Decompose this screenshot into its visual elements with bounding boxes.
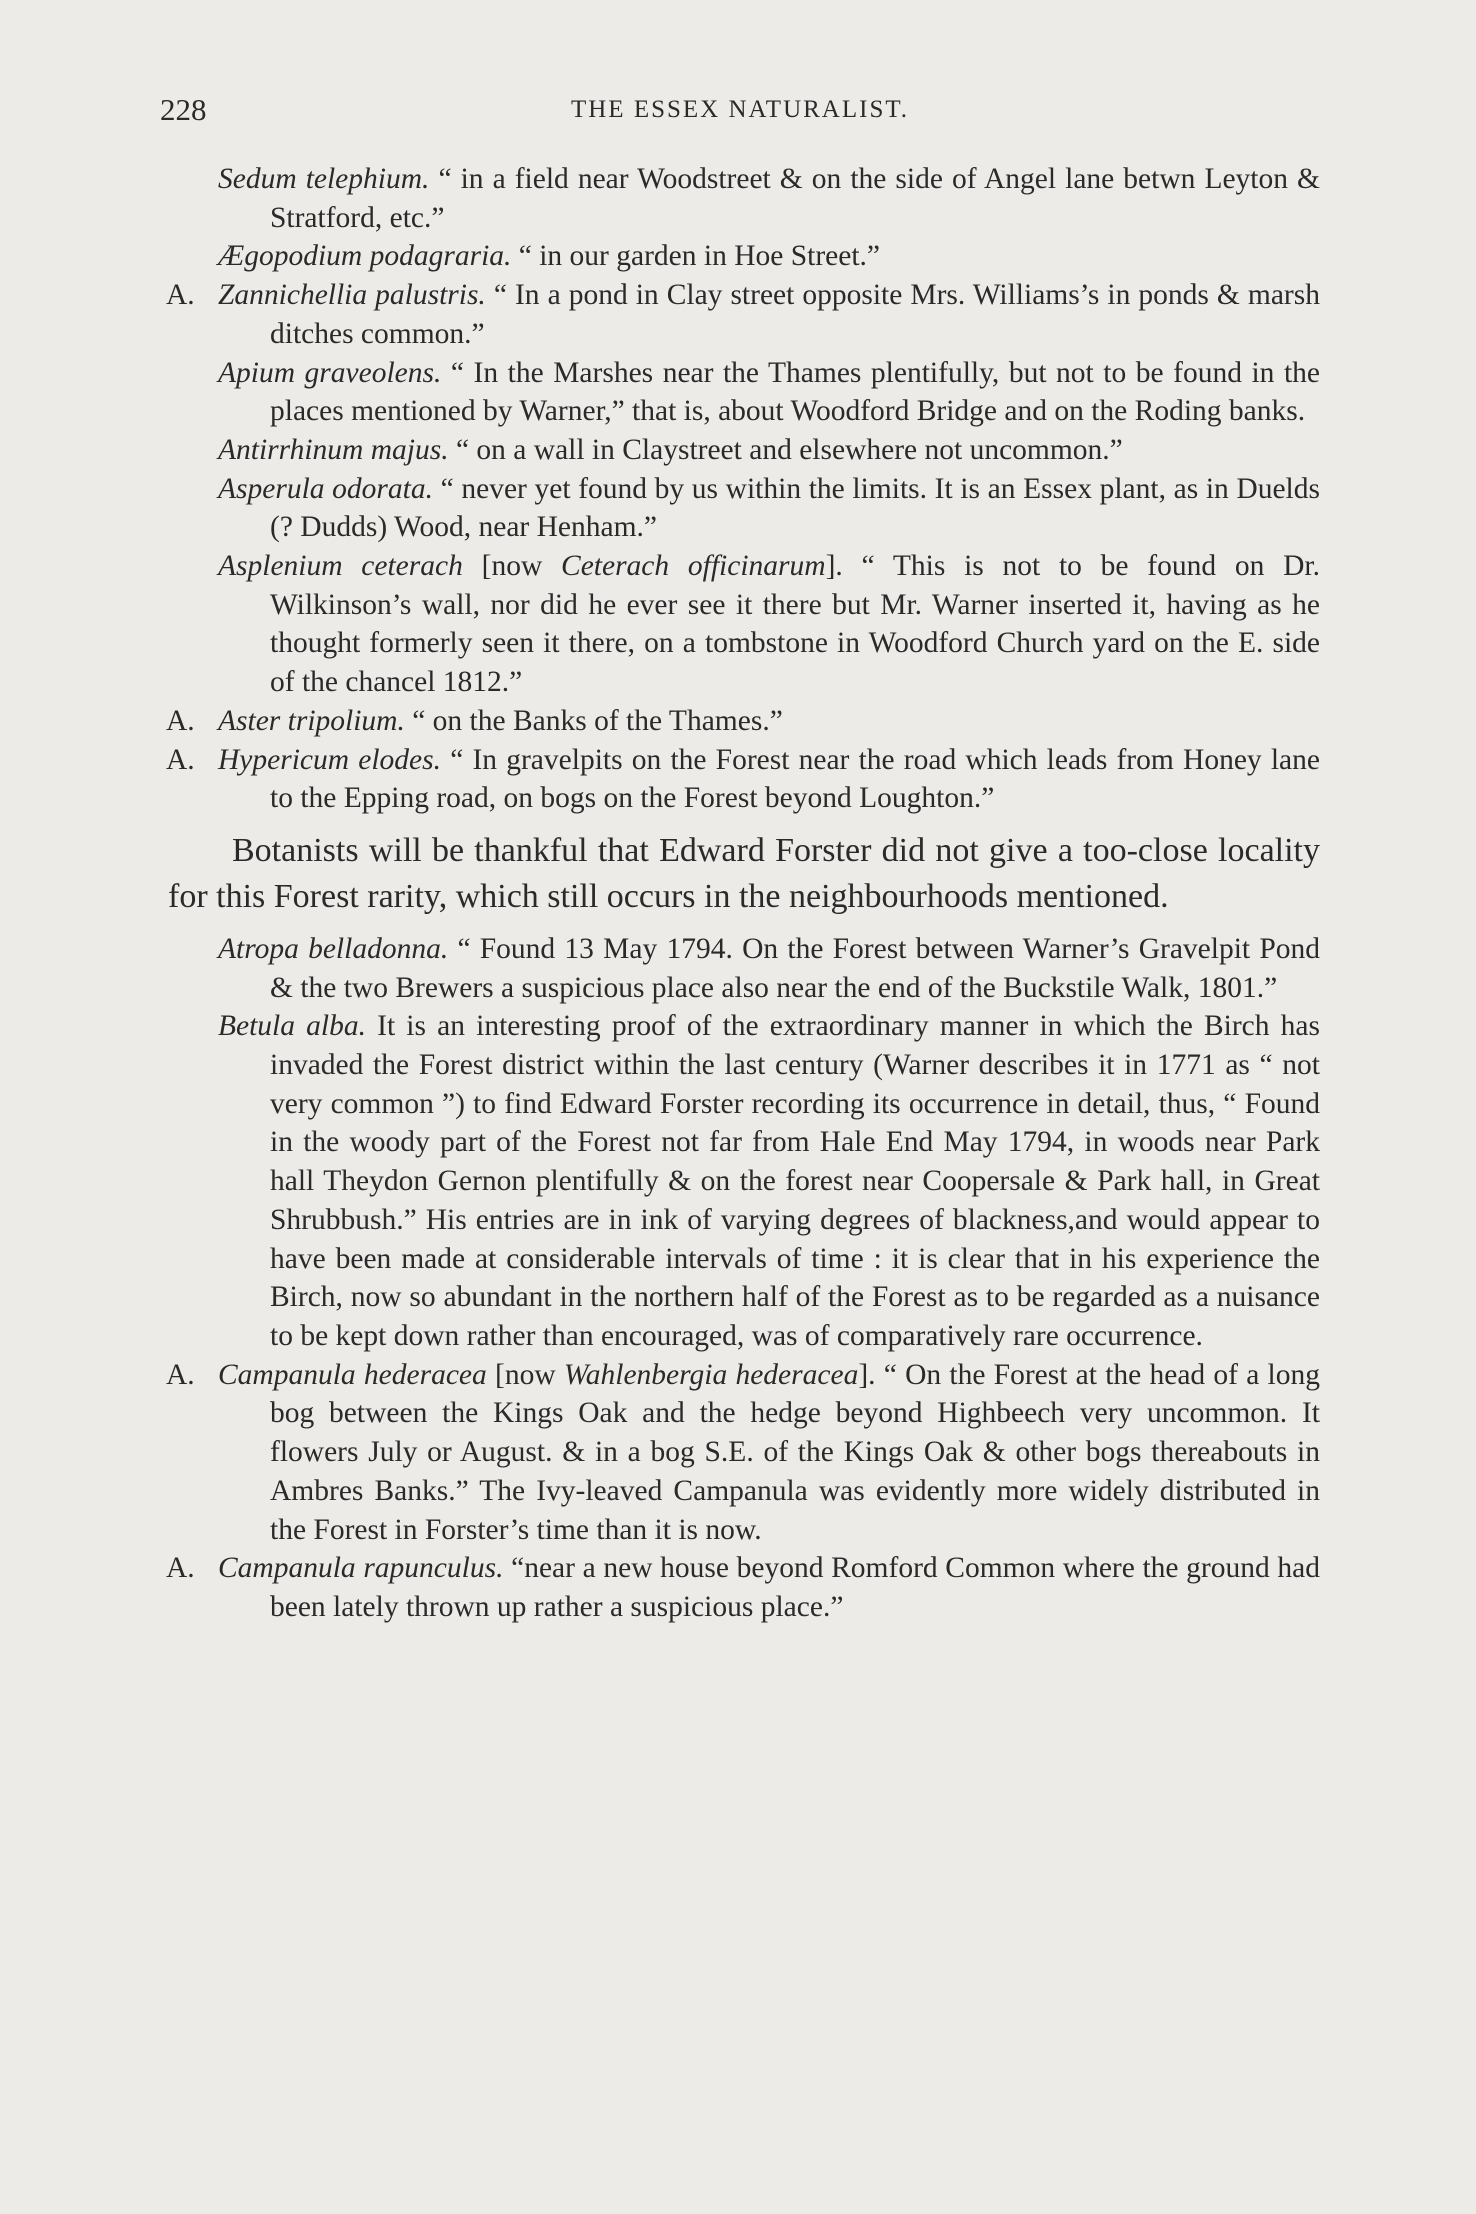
entry-text: “ In a pond in Clay street opposite Mrs. Williams’s in ponds & marsh ditches common.”: [270, 279, 1320, 350]
current-species-name: Ceterach officinarum: [561, 550, 826, 583]
species-name: Apium graveolens.: [218, 356, 442, 389]
page-number: 228: [160, 92, 207, 127]
species-name: Aster tripolium.: [218, 704, 405, 737]
annotation-mark: A.: [166, 743, 195, 776]
entry-text: “ on a wall in Claystreet and elsewhere not uncommon.”: [448, 433, 1123, 466]
annotation-mark: A.: [166, 279, 195, 312]
species-entry: [160, 237, 1320, 276]
annotation-mark: A.: [166, 1358, 195, 1391]
commentary-paragraph: Botanists will be thankful that Edward Forster did not give a too-close locality for this Forest rarity, which still occurs in the neighbourhoods mentioned.: [168, 831, 1320, 915]
species-name: Zannichellia palustris.: [218, 279, 486, 312]
species-entry: [160, 354, 1320, 431]
species-entry: [160, 547, 1320, 702]
species-entry: [160, 470, 1320, 547]
entry-text: “ Found 13 May 1794. On the Forest between Warner’s Gravelpit Pond & the two Brewers a suspicious place also near the end of the Buckstile Walk, 1801.”: [270, 932, 1320, 1004]
species-entry: [160, 431, 1320, 470]
entry-text: “ in our garden in Hoe Street.”: [511, 240, 881, 273]
annotation-mark: A.: [166, 704, 195, 737]
species-name: Antirrhinum majus.: [218, 433, 449, 466]
page-header: [160, 92, 1320, 132]
entry-text: “ This is not to be found on Dr. Wilkinson’s wall, nor did he ever see it there but Mr. Warner inserted it, having as he thought formerly seen it there, on a tombstone in Woodford Church yard on the E. side of the chancel 1812.”: [270, 550, 1320, 699]
species-list-2: [160, 930, 1320, 1627]
species-name: Betula alba.: [218, 1010, 366, 1043]
species-entry: [160, 1007, 1320, 1355]
species-entry: [160, 160, 1320, 237]
bracket-close: ].: [825, 550, 843, 583]
species-name: Campanula hederacea: [218, 1358, 487, 1391]
entry-text: It is an interesting proof of the extraordinary manner in which the Birch has invaded the Forest district within the last century (Warner describes it in 1771 as “ not very common ”) to find Edward Forster recording its occurrence in detail, thus, “ Found in the woody part of the Forest not far from Hale End May 1794, in woods near Park hall Theydon Gernon plentifully & on the forest near Coopersale & Park hall, in Great Shrubbush.” His entries are in ink of varying degrees of blackness,and would appear to have been made at considerable intervals of time : it is clear that in his experience the Birch, now so abundant in the northern half of the Forest as to be regarded as a nuisance to be kept down rather than encouraged, was of comparatively rare occurrence.: [270, 1010, 1320, 1352]
entry-text: “ in a field near Woodstreet & on the side of Angel lane betwn Leyton & Stratford, etc.”: [270, 163, 1320, 234]
species-name: Campanula rapunculus.: [218, 1552, 504, 1585]
species-entry: [160, 276, 1320, 353]
species-name: Ægopodium podagraria.: [218, 240, 512, 273]
entry-text: “ On the Forest at the head of a long bog between the Kings Oak and the hedge beyond Highbeech very uncommon. It flowers July or August. & in a bog S.E. of the Kings Oak & other bogs thereabouts in Ambres Banks.” The Ivy-leaved Campanula was evidently more widely distributed in the Forest in Forster’s time than it is now.: [270, 1358, 1320, 1546]
entry-text: “near a new house beyond Romford Common where the ground had been lately thrown up rather a suspicious place.”: [270, 1552, 1320, 1623]
page-body: [160, 160, 1320, 1627]
species-name: Asperula odorata.: [218, 472, 433, 505]
species-entry: [160, 741, 1320, 818]
species-name: Sedum telephium.: [218, 163, 430, 195]
species-name: Hypericum elodes.: [218, 743, 441, 776]
entry-text: “ never yet found by us within the limits. It is an Essex plant, as in Duelds (? Dudds) Wood, near Henham.”: [270, 472, 1320, 544]
running-title: THE ESSEX NATURALIST.: [570, 96, 910, 123]
species-entry: [160, 702, 1320, 741]
current-species-name: Wahlenbergia hederacea: [563, 1358, 859, 1391]
entry-text: “ In the Marshes near the Thames plentifully, but not to be found in the places mentioned by Warner,” that is, about Woodford Bridge and on the Roding banks.: [270, 356, 1320, 428]
annotation-mark: A.: [166, 1552, 195, 1585]
species-name: Atropa belladonna.: [218, 932, 449, 965]
bracket-open: [now: [462, 550, 562, 583]
species-list-1: [160, 160, 1320, 818]
bracket-open: [now: [486, 1358, 564, 1391]
entry-text: “ In gravelpits on the Forest near the road which leads from Honey lane to the Epping road, on bogs on the Forest beyond Loughton.”: [270, 743, 1320, 815]
species-entry: [160, 930, 1320, 1007]
species-entry: [160, 1549, 1320, 1626]
species-name: Asplenium ceterach: [218, 550, 463, 583]
entry-text: “ on the Banks of the Thames.”: [404, 704, 783, 737]
species-entry: [160, 1356, 1320, 1550]
bracket-close: ].: [858, 1358, 876, 1391]
